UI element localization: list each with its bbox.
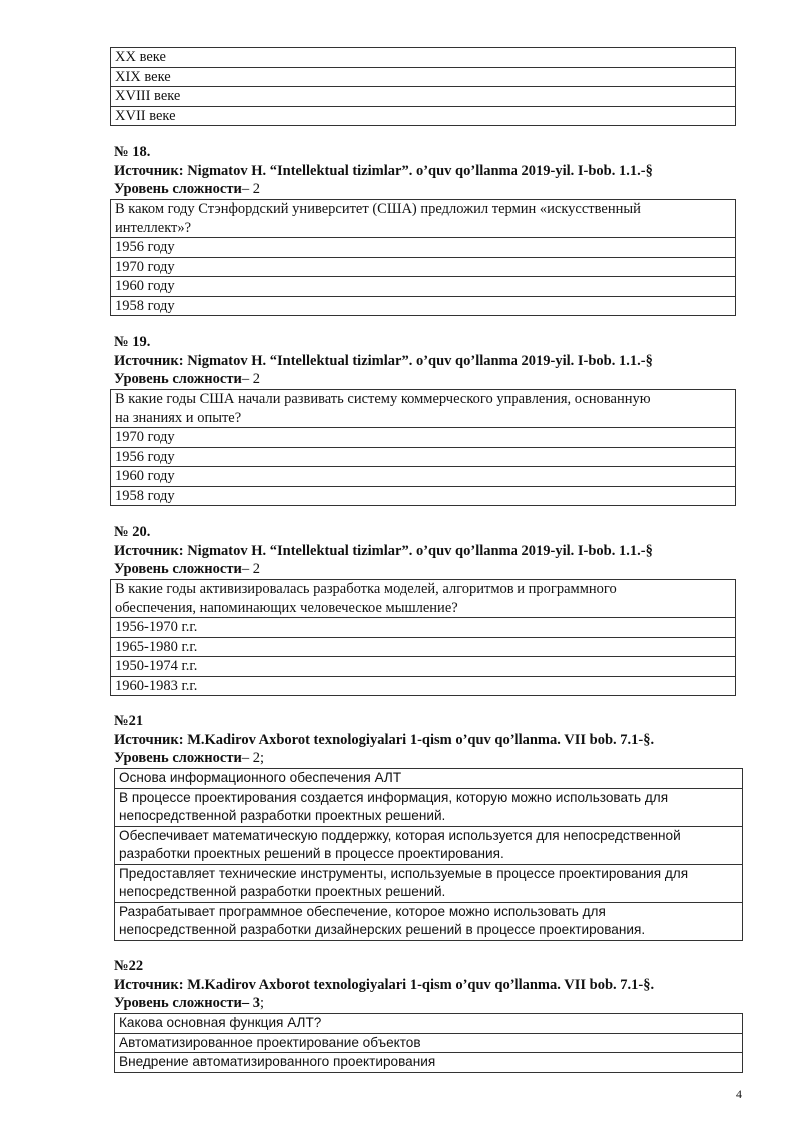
- option-cell: 1965-1980 г.г.: [111, 637, 736, 657]
- question-source: Источник: M.Kadirov Axborot texnologiyalari 1-qism o’quv qo’llanma. VII bob. 7.1-§.: [114, 731, 655, 748]
- level-suffix: ;: [259, 995, 264, 1011]
- table-row: [111, 657, 736, 677]
- question-19-header: [114, 333, 653, 389]
- question-text: [111, 580, 736, 618]
- table-row: [111, 87, 736, 107]
- question-line: В каком году Стэнфордский университет (США) предложил термин «искусственный: [115, 201, 641, 217]
- table-row: [111, 296, 736, 316]
- level-value: – 2: [241, 561, 260, 577]
- table-row: [115, 1033, 743, 1053]
- option-cell: 1970 году: [111, 428, 736, 448]
- option-line: непосредственной разработки проектных решений.: [119, 884, 446, 899]
- table-row: [111, 200, 736, 238]
- question-line: В какие годы США начали развивать систему коммерческого управления, основанную: [115, 391, 651, 407]
- level-value: – 2: [241, 181, 260, 197]
- question-number: № 20.: [114, 524, 151, 540]
- option-cell: 1958 году: [111, 486, 736, 506]
- question-20-header: [114, 523, 653, 579]
- table-row: [115, 826, 743, 864]
- question-source: Источник: Nigmatov H. “Intellektual tizimlar”. o’quv qo’llanma 2019-yil. I-bob. 1.1.-§: [114, 352, 653, 369]
- page-number: 4: [736, 1087, 742, 1101]
- table-row: [111, 580, 736, 618]
- option-cell: 1956 году: [111, 447, 736, 467]
- table-row: [115, 1014, 743, 1034]
- table-row: [111, 67, 736, 87]
- option-line: непосредственной разработки дизайнерских решений в процессе проектирования.: [119, 922, 646, 937]
- level-value: – 2: [241, 371, 260, 387]
- option-line: Предоставляет технические инструменты, используемые в процессе проектирования для: [119, 865, 689, 881]
- table-row: [111, 277, 736, 297]
- table-row: [111, 48, 736, 68]
- question-18-header: [114, 143, 653, 199]
- question-text: Какова основная функция АЛТ?: [115, 1014, 743, 1034]
- option-cell: XVII веке: [111, 106, 736, 126]
- option-line: Обеспечивает математическую поддержку, которая используется для непосредственной: [119, 827, 681, 843]
- option-cell: 1956 году: [111, 238, 736, 258]
- table-row: [111, 428, 736, 448]
- option-line: Разрабатывает программное обеспечение, которое можно использовать для: [119, 903, 606, 919]
- top-options-table: [110, 47, 736, 126]
- question-source: Источник: Nigmatov H. “Intellektual tizimlar”. o’quv qo’llanma 2019-yil. I-bob. 1.1.-§: [114, 162, 653, 179]
- option-cell: Внедрение автоматизированного проектирования: [115, 1053, 743, 1073]
- table-row: [111, 467, 736, 487]
- option-cell: [115, 864, 743, 902]
- question-number: № 19.: [114, 334, 151, 350]
- question-source: Источник: Nigmatov H. “Intellektual tizimlar”. o’quv qo’llanma 2019-yil. I-bob. 1.1.-§: [114, 542, 653, 559]
- table-row: [111, 676, 736, 696]
- table-row: [111, 486, 736, 506]
- question-22-header: [114, 957, 654, 1013]
- option-cell: 1958 году: [111, 296, 736, 316]
- table-row: [111, 257, 736, 277]
- level-value: – 3: [241, 995, 260, 1011]
- question-line: В какие годы активизировалась разработка моделей, алгоритмов и программного: [115, 581, 617, 597]
- question-19-table: [110, 389, 736, 506]
- table-row: [115, 769, 743, 789]
- option-cell: [115, 826, 743, 864]
- level-label: Уровень сложности: [114, 995, 242, 1011]
- question-text: Основа информационного обеспечения АЛТ: [115, 769, 743, 789]
- option-cell: XIX веке: [111, 67, 736, 87]
- level-label: Уровень сложности: [114, 371, 242, 387]
- table-row: [115, 1053, 743, 1073]
- question-number: №22: [114, 958, 144, 974]
- level-value: – 2;: [241, 750, 264, 766]
- question-text: [111, 200, 736, 238]
- difficulty-level: [114, 370, 653, 389]
- option-cell: 1960-1983 г.г.: [111, 676, 736, 696]
- option-cell: [115, 902, 743, 940]
- question-number: №21: [114, 713, 144, 729]
- question-22-table: [114, 1013, 743, 1073]
- difficulty-level: [114, 180, 653, 199]
- option-line: непосредственной разработки проектных решений.: [119, 808, 446, 823]
- question-21-header: [114, 712, 654, 768]
- option-cell: 1960 году: [111, 277, 736, 297]
- option-cell: 1956-1970 г.г.: [111, 618, 736, 638]
- question-text: [111, 390, 736, 428]
- question-number: № 18.: [114, 144, 151, 160]
- difficulty-level: [114, 560, 653, 579]
- level-label: Уровень сложности: [114, 181, 242, 197]
- question-line: обеспечения, напоминающих человеческое мышление?: [115, 599, 458, 616]
- table-row: [111, 618, 736, 638]
- option-cell: [115, 788, 743, 826]
- option-cell: XX веке: [111, 48, 736, 68]
- table-row: [111, 447, 736, 467]
- difficulty-level: [114, 994, 654, 1013]
- question-20-table: [110, 579, 736, 696]
- option-cell: 1950-1974 г.г.: [111, 657, 736, 677]
- table-row: [111, 106, 736, 126]
- option-line: разработки проектных решений в процессе проектирования.: [119, 846, 504, 861]
- question-line: на знаниях и опыте?: [115, 409, 242, 426]
- option-cell: 1960 году: [111, 467, 736, 487]
- table-row: [115, 864, 743, 902]
- option-cell: 1970 году: [111, 257, 736, 277]
- table-row: [115, 788, 743, 826]
- table-row: [115, 902, 743, 940]
- table-row: [111, 637, 736, 657]
- level-label: Уровень сложности: [114, 750, 242, 766]
- level-label: Уровень сложности: [114, 561, 242, 577]
- question-source: Источник: M.Kadirov Axborot texnologiyalari 1-qism o’quv qo’llanma. VII bob. 7.1-§.: [114, 976, 655, 993]
- question-21-table: [114, 768, 743, 941]
- option-line: В процессе проектирования создается информация, которую можно использовать для: [119, 789, 669, 805]
- question-18-table: [110, 199, 736, 316]
- question-line: интеллект»?: [115, 219, 192, 236]
- table-row: [111, 390, 736, 428]
- table-row: [111, 238, 736, 258]
- difficulty-level: [114, 749, 654, 768]
- option-cell: Автоматизированное проектирование объектов: [115, 1033, 743, 1053]
- option-cell: XVIII веке: [111, 87, 736, 107]
